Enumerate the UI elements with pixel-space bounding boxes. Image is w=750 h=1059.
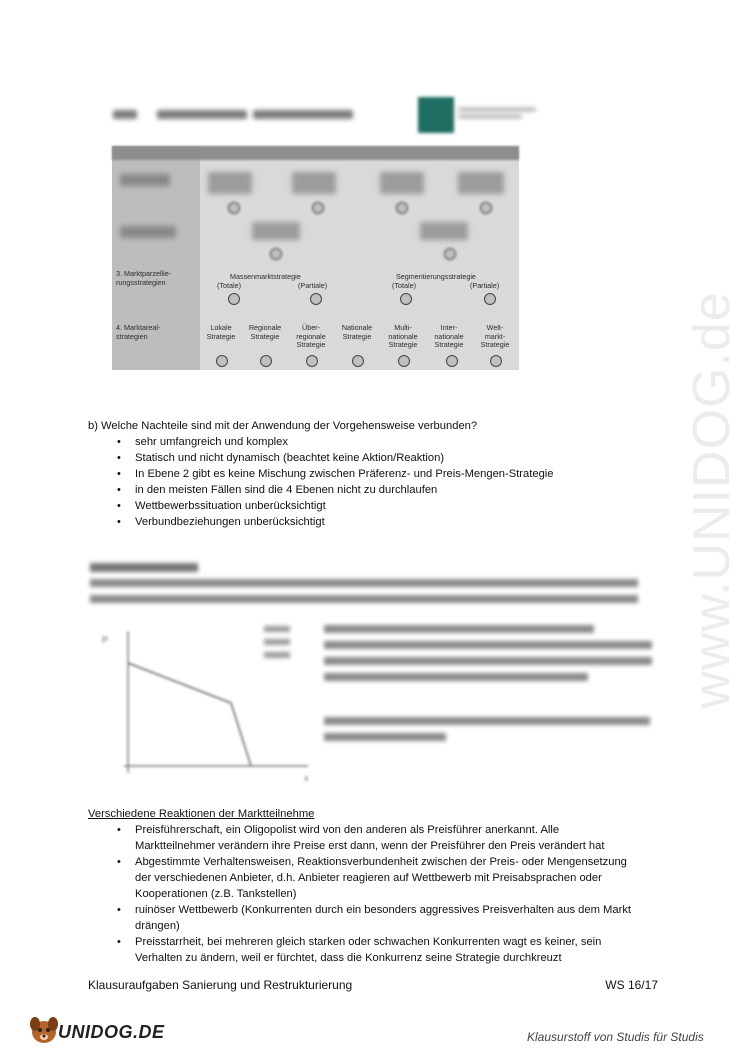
- figure-top-bar: [112, 146, 519, 160]
- bullet-icon: •: [117, 936, 121, 948]
- bullet-icon: •: [117, 500, 121, 512]
- svg-text:x: x: [304, 773, 309, 783]
- list-item-line: der verschiedenen Anbieter, d.h. Anbieter reagieren auf Wettbewerb mit Preisabsprachen oder: [135, 872, 602, 884]
- bullet-icon: •: [117, 452, 121, 464]
- bullet-icon: •: [117, 484, 121, 496]
- row4-item-5: Multi- nationale Strategie: [388, 323, 418, 349]
- row3-item-3: (Partiale): [298, 281, 328, 290]
- slide-logo-text-blurred: [458, 104, 536, 126]
- footer-semester: WS 16/17: [605, 978, 658, 992]
- footer-slogan: Klausurstoff von Studis für Studis: [527, 1030, 704, 1044]
- svg-text:P: P: [102, 635, 109, 645]
- list-item-line: Abgestimmte Verhaltensweisen, Reaktionsverbundenheit zwischen der Preis- oder Mengensetzung: [135, 856, 627, 868]
- row4-label-text: 4. Marktareal- strategien: [116, 323, 161, 341]
- row4-item-2: Regionale Strategie: [248, 323, 282, 341]
- list-item: Wettbewerbssituation unberücksichtigt: [135, 500, 326, 512]
- unidog-logo: [24, 1012, 165, 1048]
- page-footer: [88, 976, 668, 996]
- watermark-text: www.UNIDOG.de: [683, 291, 741, 709]
- bullet-icon: •: [117, 468, 121, 480]
- list-item: in den meisten Fällen sind die 4 Ebenen nicht zu durchlaufen: [135, 484, 438, 496]
- row4-item-6: Inter- nationale Strategie: [434, 323, 464, 349]
- row4-item-3: Über- regionale Strategie: [296, 323, 326, 349]
- bullet-icon: •: [117, 516, 121, 528]
- bullet-icon: •: [117, 856, 121, 868]
- list-item: Verbundbeziehungen unberücksichtigt: [135, 516, 325, 528]
- row4-label: [116, 324, 160, 341]
- row4-item-1: Lokale Strategie: [206, 323, 236, 341]
- logo-text: UNIDOG.DE: [58, 1022, 165, 1042]
- list-item-line: Kooperationen (z.B. Tankstellen): [135, 888, 297, 900]
- list-item-line: Preisführerschaft, ein Oligopolist wird von den anderen als Preisführer anerkannt. Alle: [135, 824, 560, 836]
- reactions-heading: Verschiedene Reaktionen der Marktteilnehme: [88, 808, 315, 820]
- list-item-line: ruinöser Wettbewerb (Konkurrenten durch ein besonders aggressives Preisverhalten aus dem Markt: [135, 904, 632, 916]
- footer-course-title: Klausuraufgaben Sanierung und Restrukturierung: [88, 978, 353, 992]
- row4-item-4: Nationale Strategie: [341, 323, 373, 341]
- blurred-task-text: [88, 560, 688, 610]
- row3-item-2: (Totale): [217, 281, 241, 290]
- bullet-icon: •: [117, 824, 121, 836]
- row3-item-4: Segmentierungsstrategie: [396, 272, 476, 281]
- list-item-line: drängen): [135, 920, 180, 932]
- watermark: [682, 260, 742, 740]
- row3-item-1: Massenmarktstrategie: [230, 272, 301, 281]
- list-item-line: Verhalten zu ändern, weil er fürchtet, dass die Konkurrenz seine Strategie durchkreuzt: [135, 952, 562, 964]
- slide-logo: [418, 97, 454, 133]
- row3-item-6: (Partiale): [470, 281, 500, 290]
- list-item: In Ebene 2 gibt es keine Mischung zwischen Präferenz- und Preis-Mengen-Strategie: [135, 468, 554, 480]
- list-item-line: Marktteilnehmer verändern ihre Preise erst dann, wenn der Preisführer den Preis verändert hat: [135, 840, 605, 852]
- question-b: b) Welche Nachteile sind mit der Anwendung der Vorgehensweise verbunden?: [88, 420, 478, 432]
- slide-header-title-blurred: [113, 106, 393, 124]
- figure-blurred-rows: [112, 160, 519, 270]
- row4-item-7: Welt- markt- Strategie: [480, 323, 510, 349]
- list-item: Statisch und nicht dynamisch (beachtet keine Aktion/Reaktion): [135, 452, 445, 464]
- blurred-explanation: [258, 622, 658, 748]
- list-item: sehr umfangreich und komplex: [135, 436, 288, 448]
- row3-label-text: 3. Marktparzellie- rungsstrategien: [116, 269, 172, 287]
- row3-label: [116, 270, 171, 287]
- strategy-figure: [112, 146, 519, 370]
- list-item-line: Preisstarrheit, bei mehreren gleich starken oder schwachen Konkurrenten wagt es keiner, sein: [135, 936, 602, 948]
- bullet-icon: •: [117, 904, 121, 916]
- bullet-icon: •: [117, 436, 121, 448]
- row3-item-5: (Totale): [392, 281, 416, 290]
